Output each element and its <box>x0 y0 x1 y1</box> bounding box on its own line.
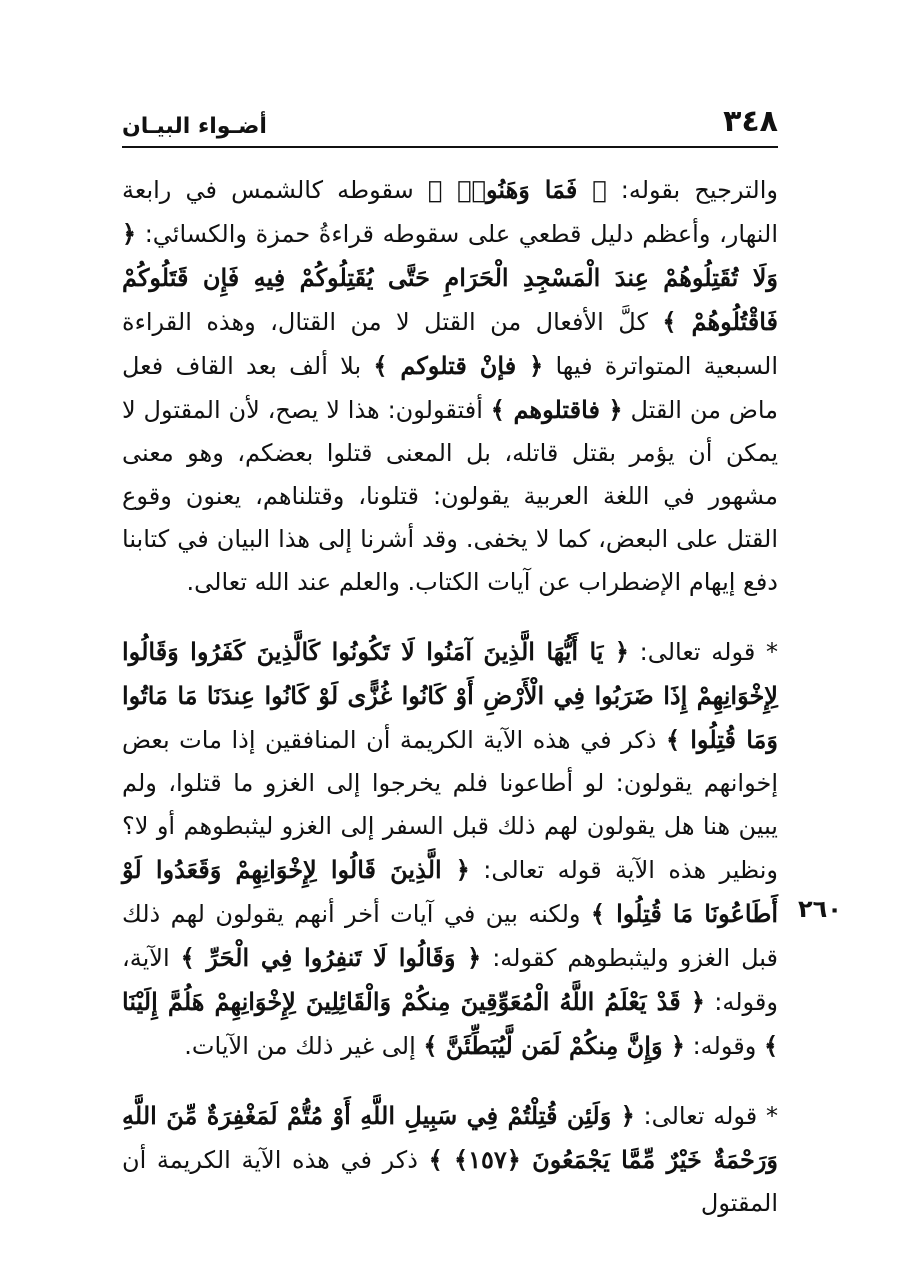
paragraph <box>122 1094 778 1225</box>
text-run: الآية، وقوله: <box>122 944 778 1016</box>
page-number: ٣٤٨ <box>723 104 778 139</box>
page-header <box>122 100 778 148</box>
text-run: * قوله تعالى: <box>628 638 778 666</box>
page-body <box>122 168 778 1225</box>
text-run: ولكنه بين في آيات أخر أنهم يقولون لهم ذلك قبل الغزو وليثبطوهم كقوله: <box>122 900 779 972</box>
text-run: سقوطه كالشمس في رابعة النهار، وأعظم دليل قطعي على سقوطه قراءةُ حمزة والكسائي: <box>122 176 778 248</box>
text-run: كلَّ الأفعال من القتل لا من القتال، وهذه القراءة السبعية المتواترة فيها <box>122 308 778 380</box>
book-title: أضـواء البيـان <box>122 114 267 139</box>
text-run: أفتقولون: هذا لا يصح، لأن المقتول لا يمكن أن يؤمر بقتل قاتله، بل المعنى قتلوا بعضكم، وهو معنى مشهور في اللغة العربية يقولون: قتلونا، وقتلناهم، يعنون وقوع القتل على البعض، كما لا يخفى. وقد أشرنا إلى هذا البيان في كتابنا دفع إيهام الإضطراب عن آيات الكتاب. والعلم عند الله تعالى. <box>122 396 778 596</box>
quran-verse: ﴿ يَا أَيُّهَا الَّذِينَ آمَنُوا لَا تَكُونُوا كَالَّذِينَ كَفَرُوا وَقَالُوا لِإِخْوَانِهِمْ إِذَا ضَرَبُوا فِي الْأَرْضِ أَوْ كَانُوا غُزًّى لَوْ كَانُوا عِندَنَا مَا مَاتُوا وَمَا قُتِلُوا ﴾ <box>122 637 778 754</box>
paragraph <box>122 630 778 1068</box>
text-run: ذكر في هذه الآية الكريمة أن المنافقين إذا مات بعض إخوانهم يقولون: لو أطاعونا فلم يخرجوا إلى الغزو ما قتلوا، ولم يبين هنا هل يقولون لهم ذلك قبل السفر إلى الغزو ليثبطوهم أو لا؟ ونظير هذه الآية قوله تعالى: <box>122 726 779 884</box>
margin-number: ٢٦٠ <box>798 895 842 923</box>
paragraph <box>122 168 778 604</box>
header-rule <box>122 146 778 148</box>
quran-verse: ﴿ وَلَئِن قُتِلْتُمْ فِي سَبِيلِ اللَّهِ أَوْ مُتُّمْ لَمَغْفِرَةٌ مِّنَ اللَّهِ وَرَحْمَةٌ خَيْرٌ مِّمَّا يَجْمَعُونَ ﴿١٥٧﴾ ﴾ <box>122 1101 779 1174</box>
text-run: والترجيح بقوله: <box>606 176 778 204</box>
quran-verse: ﴿ الَّذِينَ قَالُوا لِإِخْوَانِهِمْ وَقَعَدُوا لَوْ أَطَاعُونَا مَا قُتِلُوا ﴾ <box>122 855 778 928</box>
quran-verse: ﴿ وَإِنَّ مِنكُمْ لَمَن لَّيُبَطِّئَنَّ ﴾ <box>423 1031 685 1060</box>
quran-verse: ﴿ فإنْ قتلوكم ﴾ <box>373 351 544 380</box>
text-run: ذكر في هذه الآية الكريمة أن المقتول <box>122 1146 778 1217</box>
text-run: إلى غير ذلك من الآيات. <box>184 1032 424 1060</box>
quran-verse: ﴿ قَدْ يَعْلَمُ اللَّهُ الْمُعَوِّقِينَ مِنكُمْ وَالْقَائِلِينَ لِإِخْوَانِهِمْ هَلُمَّ إِلَيْنَا ﴾ <box>122 987 778 1060</box>
text-run: بلا ألف بعد القاف فعل ماض من القتل <box>122 352 779 424</box>
text-run: وقوله: <box>684 1032 764 1060</box>
quran-verse: ﴿ فاقتلوهم ﴾ <box>490 395 623 424</box>
quran-verse: ﴿ وَلَا تُقَتِلُوهُمْ عِندَ الْمَسْجِدِ الْحَرَامِ حَتَّى يُقَتِلُوكُمْ فِيهِ فَإِن قَتَلُوكُمْ فَاقْتُلُوهُمْ ﴾ <box>122 219 779 336</box>
quran-verse: ﴿ وَقَالُوا لَا تَنفِرُوا فِي الْحَرِّ ﴾ <box>180 943 482 972</box>
text-run: * قوله تعالى: <box>634 1102 778 1130</box>
quran-verse: ﴿ فَمَا وَهَنُوا۟ ﴾ <box>427 175 607 204</box>
